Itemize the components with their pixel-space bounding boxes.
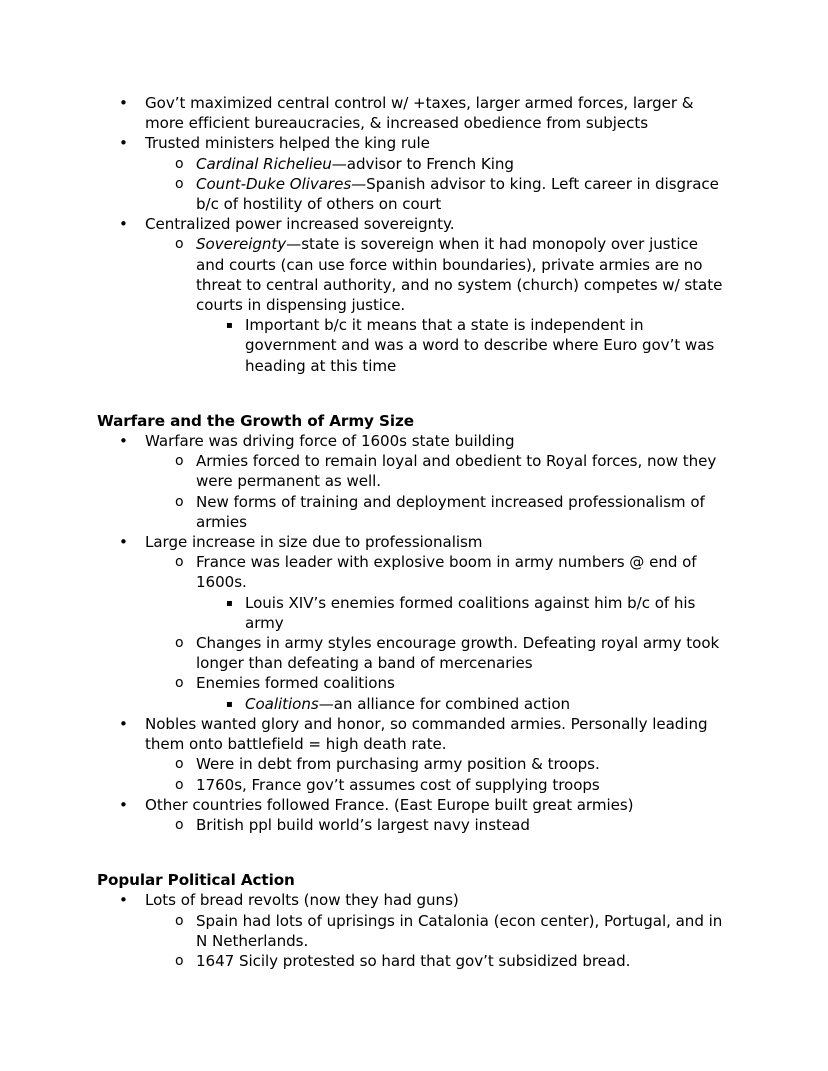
list-item-text: Spain had lots of uprisings in Catalonia (econ center), Portugal, and in N Netherlands. bbox=[196, 911, 723, 950]
bullet-marker-level-2-icon: o bbox=[175, 554, 184, 571]
definition-text: —state is sovereign when it had monopoly over justice and courts (can use force within boundaries), private armies are no threat to central authority, and no system (church) competes w/ state courts in dispensing justice. bbox=[196, 235, 723, 315]
bullet-marker-level-2-icon: o bbox=[175, 816, 184, 833]
bullet-marker-level-1-icon: • bbox=[119, 215, 128, 234]
bullet-list-level-3 bbox=[97, 315, 731, 376]
list-item bbox=[97, 532, 731, 714]
bullet-marker-level-1-icon: • bbox=[119, 891, 128, 910]
list-item-text: New forms of training and deployment increased professionalism of armies bbox=[196, 492, 705, 531]
list-item-text bbox=[196, 174, 731, 214]
section-heading: Popular Political Action bbox=[97, 871, 295, 890]
bullet-list-level-1 bbox=[97, 431, 731, 835]
list-item bbox=[97, 431, 731, 532]
list-item-text: 1760s, France gov’t assumes cost of supplying troops bbox=[196, 775, 600, 794]
section-spacer bbox=[97, 376, 731, 411]
bullet-list-level-2 bbox=[97, 754, 731, 794]
bullet-list-level-2 bbox=[97, 815, 731, 835]
bullet-marker-level-2-icon: o bbox=[175, 635, 184, 652]
bullet-marker-level-2-icon: o bbox=[175, 756, 184, 773]
definition-text: —advisor to French King bbox=[331, 154, 514, 173]
list-item bbox=[97, 315, 731, 376]
document-body bbox=[97, 93, 731, 971]
bullet-marker-level-2-icon: o bbox=[175, 675, 184, 692]
list-item bbox=[97, 890, 731, 971]
list-item-text: British ppl build world’s largest navy instead bbox=[196, 815, 530, 834]
section bbox=[97, 93, 731, 376]
list-item bbox=[97, 154, 731, 174]
list-item bbox=[97, 492, 731, 532]
section-heading: Warfare and the Growth of Army Size bbox=[97, 411, 414, 430]
section bbox=[97, 835, 731, 971]
list-item bbox=[97, 754, 731, 774]
list-item-text: Gov’t maximized central control w/ +taxes, larger armed forces, larger & more efficient bureaucracies, & increased obedience from subjects bbox=[145, 94, 694, 133]
list-item bbox=[97, 714, 731, 795]
list-item-text: Warfare was driving force of 1600s state building bbox=[145, 432, 515, 451]
list-item-text: Enemies formed coalitions bbox=[196, 674, 395, 693]
bullet-marker-level-1-icon: • bbox=[119, 134, 128, 153]
bullet-marker-level-3-icon: ▪ bbox=[226, 320, 233, 332]
list-item-text: Louis XIV’s enemies formed coalitions against him b/c of his army bbox=[245, 593, 696, 632]
bullet-list-level-3 bbox=[97, 694, 731, 714]
list-item bbox=[97, 951, 731, 971]
list-item-text: Trusted ministers helped the king rule bbox=[145, 134, 430, 153]
list-item bbox=[97, 552, 731, 633]
section bbox=[97, 376, 731, 835]
list-item-text: 1647 Sicily protested so hard that gov’t subsidized bread. bbox=[196, 951, 631, 970]
list-item bbox=[97, 133, 731, 214]
list-item bbox=[97, 673, 731, 713]
bullet-marker-level-2-icon: o bbox=[175, 155, 184, 172]
defined-term: Count-Duke Olivares bbox=[196, 174, 352, 193]
bullet-marker-level-3-icon: ▪ bbox=[226, 698, 233, 710]
bullet-marker-level-3-icon: ▪ bbox=[226, 597, 233, 609]
list-item bbox=[97, 694, 731, 714]
bullet-marker-level-2-icon: o bbox=[175, 776, 184, 793]
bullet-list-level-2 bbox=[97, 911, 731, 972]
bullet-list-level-2 bbox=[97, 451, 731, 532]
list-item bbox=[97, 451, 731, 491]
list-item-text bbox=[196, 154, 731, 174]
bullet-marker-level-2-icon: o bbox=[175, 952, 184, 969]
bullet-list-level-2 bbox=[97, 234, 731, 375]
list-item bbox=[97, 214, 731, 376]
list-item-text: Large increase in size due to professionalism bbox=[145, 533, 483, 552]
list-item bbox=[97, 174, 731, 214]
defined-term: Coalitions bbox=[245, 694, 319, 713]
list-item-text: Were in debt from purchasing army position & troops. bbox=[196, 755, 600, 774]
bullet-list-level-2 bbox=[97, 552, 731, 714]
bullet-marker-level-1-icon: • bbox=[119, 795, 128, 814]
definition-text: —an alliance for combined action bbox=[318, 694, 571, 713]
list-item bbox=[97, 795, 731, 835]
bullet-marker-level-1-icon: • bbox=[119, 94, 128, 112]
list-item bbox=[97, 815, 731, 835]
list-item-text bbox=[196, 234, 731, 315]
defined-term: Sovereignty bbox=[196, 235, 287, 254]
list-item-text: Nobles wanted glory and honor, so commanded armies. Personally leading them onto battlefield = high death rate. bbox=[145, 714, 708, 754]
list-item bbox=[97, 633, 731, 673]
bullet-marker-level-2-icon: o bbox=[175, 453, 184, 470]
list-item-text: Changes in army styles encourage growth. Defeating royal army took longer than defeating a band of mercenaries bbox=[196, 634, 720, 673]
list-item bbox=[97, 593, 731, 633]
list-item-text: France was leader with explosive boom in army numbers @ end of 1600s. bbox=[196, 553, 697, 592]
list-item-text: Lots of bread revolts (now they had guns) bbox=[145, 891, 459, 910]
bullet-marker-level-1-icon: • bbox=[119, 533, 128, 552]
list-item-text bbox=[245, 694, 731, 714]
list-item bbox=[97, 234, 731, 375]
list-item-text: Centralized power increased sovereignty. bbox=[145, 215, 455, 234]
bullet-marker-level-1-icon: • bbox=[119, 714, 128, 733]
definition-text: —Spanish advisor to king. Left career in disgrace b/c of hostility of others on court bbox=[196, 174, 719, 214]
bullet-list-level-2 bbox=[97, 154, 731, 215]
bullet-list-level-1 bbox=[97, 890, 731, 971]
list-item-text: Armies forced to remain loyal and obedient to Royal forces, now they were permanent as well. bbox=[196, 452, 717, 491]
bullet-marker-level-2-icon: o bbox=[175, 912, 184, 929]
section-spacer bbox=[97, 835, 731, 870]
bullet-list-level-1 bbox=[97, 93, 731, 376]
bullet-marker-level-2-icon: o bbox=[175, 493, 184, 510]
list-item bbox=[97, 775, 731, 795]
defined-term: Cardinal Richelieu bbox=[196, 154, 332, 173]
list-item bbox=[97, 93, 731, 133]
bullet-list-level-3 bbox=[97, 593, 731, 633]
list-item-text: Other countries followed France. (East Europe built great armies) bbox=[145, 795, 634, 814]
list-item-text: Important b/c it means that a state is independent in government and was a word to describe where Euro gov’t was heading at this time bbox=[245, 316, 715, 375]
bullet-marker-level-2-icon: o bbox=[175, 175, 184, 192]
bullet-marker-level-1-icon: • bbox=[119, 432, 128, 451]
bullet-marker-level-2-icon: o bbox=[175, 236, 184, 253]
list-item bbox=[97, 911, 731, 951]
